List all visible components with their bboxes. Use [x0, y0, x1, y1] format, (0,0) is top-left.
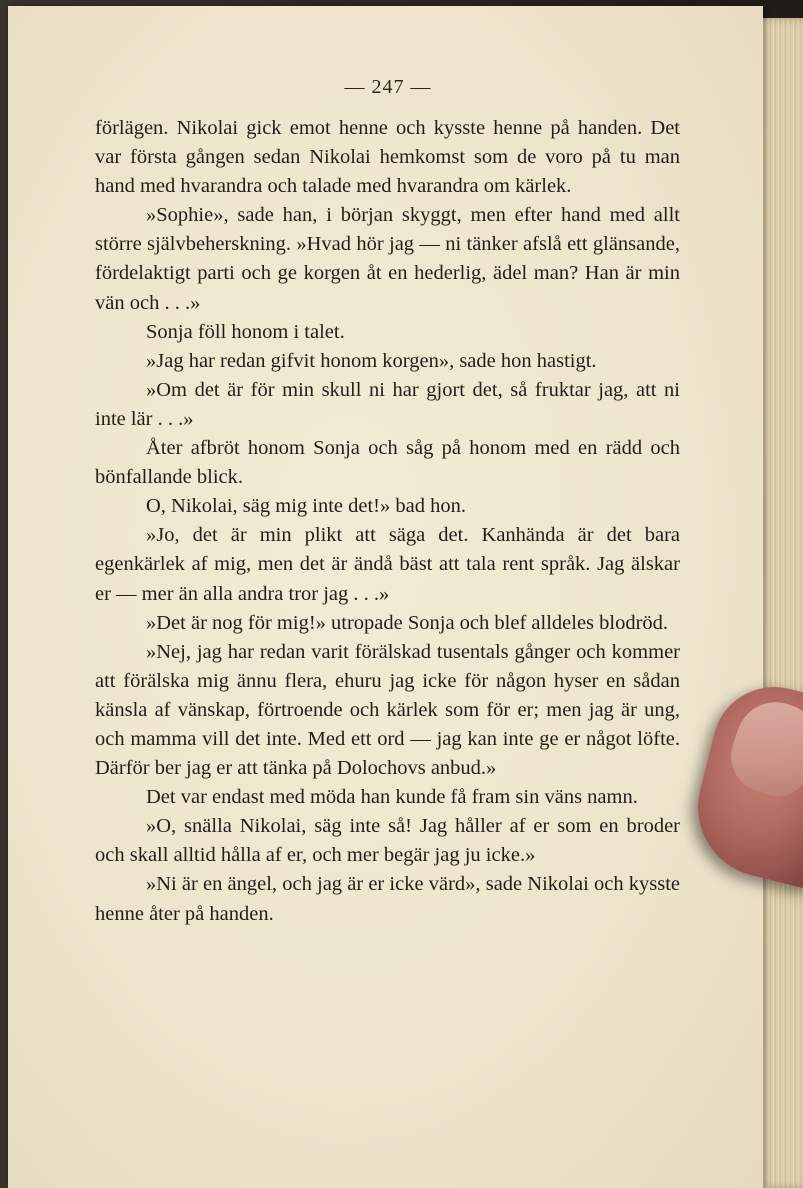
page-number: — 247 — [344, 76, 432, 98]
paragraph-12: »O, snälla Nikolai, säg inte så! Jag håller af er som en broder och skall alltid hålla af er, och mer begär jag ju icke.» [95, 815, 680, 867]
book-page [8, 6, 763, 1188]
paragraph-7: O, Nikolai, säg mig inte det!» bad hon. [146, 495, 466, 518]
paragraph-9: »Det är nog för mig!» utropade Sonja och blef alldeles blodröd. [146, 611, 669, 634]
paragraph-10: »Nej, jag har redan varit förälskad tusentals gånger och kommer att förälska mig ännu flera, ehuru jag icke för någon hyser en sådan känsla af vänskap, förtroende och kärlek som för er; men jag är ung, och mamma vill det inte. Med ett ord — jag kan inte ge er något löfte. Därför ber jag er att tänka på Dolochovs anbud.» [95, 640, 680, 780]
paragraph-11: Det var endast med möda han kunde få fram sin väns namn. [146, 786, 638, 809]
paragraph-3: Sonja föll honom i talet. [146, 320, 345, 343]
paragraph-6: Åter afbröt honom Sonja och såg på honom med en rädd och bönfallande blick. [95, 437, 680, 489]
paragraph-2: »Sophie», sade han, i början skyggt, men efter hand med allt större självbeherskning. »Hvad hör jag — ni tänker afslå ett glänsande, fördelaktigt parti och ge korgen åt en hederlig, ädel man? Han är min vän och . . .» [95, 204, 680, 314]
paragraph-13: »Ni är en ängel, och jag är er icke värd», sade Nikolai och kysste henne åter på handen. [95, 873, 680, 925]
paragraph-5: »Om det är för min skull ni har gjort det, så fruktar jag, att ni inte lär . . .» [95, 378, 680, 430]
paragraph-8: »Jo, det är min plikt att säga det. Kanhända är det bara egenkärlek af mig, men det är ändå bäst att tala rent språk. Jag älskar er — mer än alla andra tror jag . . .» [95, 524, 680, 605]
body-text [95, 114, 680, 929]
paragraph-4: »Jag har redan gifvit honom korgen», sade hon hastigt. [146, 349, 597, 372]
paragraph-1: förlägen. Nikolai gick emot henne och kysste henne på handen. Det var första gången sedan Nikolai hemkomst som de voro på tu man hand med hvarandra och talade med hvarandra om kärlek. [95, 117, 680, 198]
